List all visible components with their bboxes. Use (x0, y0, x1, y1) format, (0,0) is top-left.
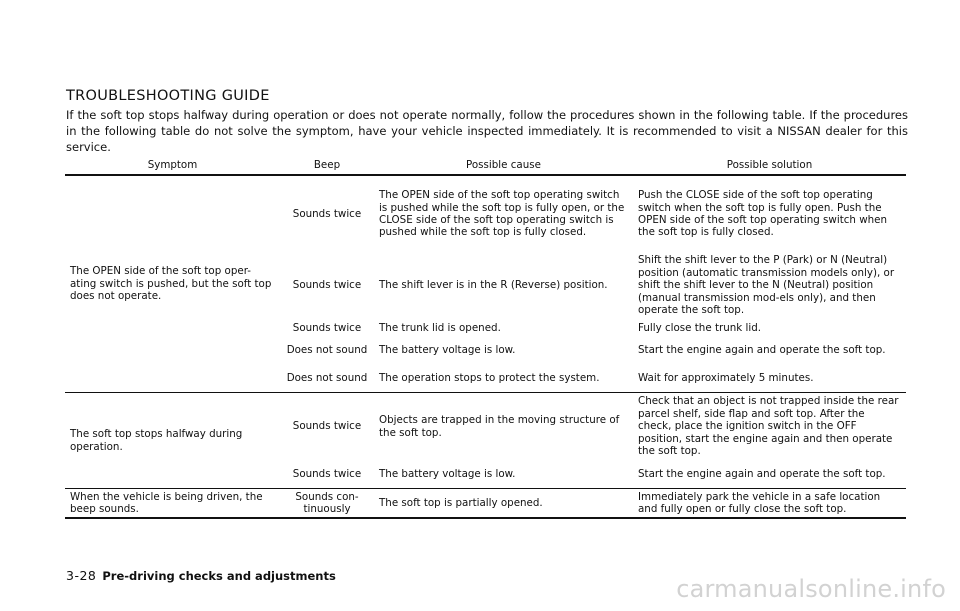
header-beep: Beep (313, 158, 341, 171)
solution-cell: Push the CLOSE side of the soft top operating switch when the soft top is fully open. Push the OPEN side of the soft top operating switch when the soft top is fully closed. (638, 189, 888, 239)
beep-cell: Sounds con-tinuously (295, 490, 359, 515)
symptom-cell: When the vehicle is being driven, the beep sounds. (70, 490, 263, 515)
troubleshooting-table (65, 157, 906, 519)
beep-cell: Does not sound (286, 371, 368, 384)
symptom-cell: The OPEN side of the soft top oper-ating switch is pushed, but the soft top does not operate. (70, 265, 272, 303)
solution-cell: Check that an object is not trapped inside the rear parcel shelf, side flap and soft top. After the check, place the ignition switch in the OFF position, start the engine again and then operate the soft top. (638, 395, 899, 458)
watermark: carmanualsonline.info (676, 575, 946, 603)
header-possible-solution: Possible solution (726, 158, 813, 171)
cause-cell: The soft top is partially opened. (379, 496, 543, 509)
cause-cell: The trunk lid is opened. (379, 321, 501, 334)
table-row (65, 175, 906, 252)
solution-cell: Start the engine again and operate the soft top. (638, 467, 886, 480)
solution-cell: Immediately park the vehicle in a safe location and fully open or fully close the soft top. (638, 490, 881, 515)
page-number: 3-28 (66, 568, 97, 583)
table-row (65, 489, 906, 519)
beep-cell: Sounds twice (292, 420, 362, 433)
solution-cell: Shift the shift lever to the P (Park) or N (Neutral) position (automatic transmission models only), or shift the shift lever to the N (Neutral) position (manual transmission mod-els only), and then operate the soft top. (638, 254, 895, 317)
header-symptom: Symptom (147, 158, 198, 171)
beep-cell: Sounds twice (292, 279, 362, 292)
beep-cell: Sounds twice (292, 321, 362, 334)
cause-cell: The operation stops to protect the system. (379, 371, 600, 384)
solution-cell: Wait for approximately 5 minutes. (638, 371, 814, 384)
intro-paragraph: If the soft top stops halfway during operation or does not operate normally, follow the procedures shown in the following table. If the procedures in the following table do not solve the symptom, have your vehicle inspected immediately. It is recommended to visit a NISSAN dealer for this service. (66, 108, 908, 154)
cause-cell: The battery voltage is low. (379, 344, 516, 357)
beep-cell: Sounds twice (292, 467, 362, 480)
page-footer (66, 568, 336, 583)
cause-cell: The OPEN side of the soft top operating switch is pushed while the soft top is fully open, or the CLOSE side of the soft top operating switch is pushed while the soft top is fully closed. (379, 189, 625, 239)
solution-cell: Start the engine again and operate the soft top. (638, 344, 886, 357)
page-title: TROUBLESHOOTING GUIDE (66, 88, 270, 104)
cause-cell: The battery voltage is low. (379, 467, 516, 480)
cause-cell: Objects are trapped in the moving structure of the soft top. (379, 414, 620, 439)
solution-cell: Fully close the trunk lid. (638, 321, 762, 334)
beep-cell: Does not sound (286, 344, 368, 357)
beep-cell: Sounds twice (292, 207, 362, 220)
section-title: Pre-driving checks and adjustments (102, 569, 336, 583)
table-header-row (65, 157, 906, 175)
table-row (65, 393, 906, 461)
cause-cell: The shift lever is in the R (Reverse) position. (379, 279, 608, 292)
symptom-cell: The soft top stops halfway during operation. (70, 428, 243, 453)
header-possible-cause: Possible cause (466, 158, 541, 171)
